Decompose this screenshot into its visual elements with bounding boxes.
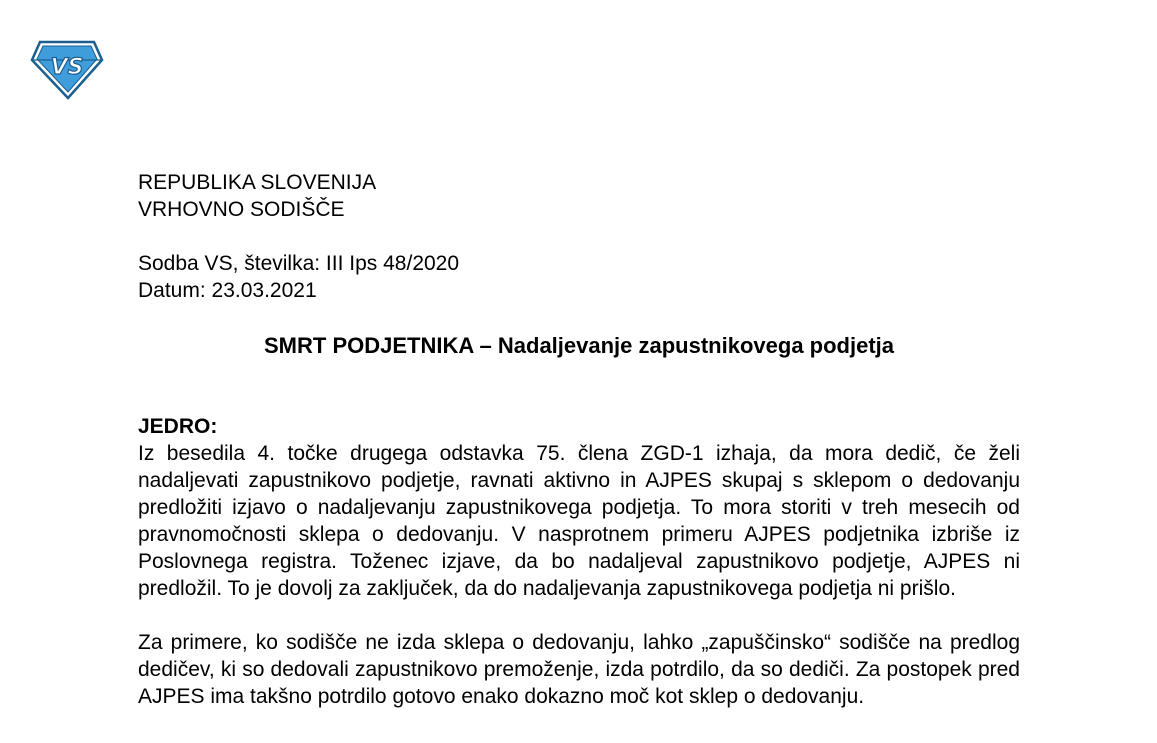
court-logo: [30, 40, 104, 100]
section-heading: JEDRO:: [138, 415, 218, 438]
institution-header: [138, 169, 376, 223]
court-name: VRHOVNO SODIŠČE: [138, 198, 345, 221]
paragraph-1: Iz besedila 4. točke drugega odstavka 75. člena ZGD-1 izhaja, da mora dedič, če želi nadaljevati zapustnikovo podjetje, ravnati aktivno in AJPES skupaj s sklepom o dedovanju predložiti izjavo o nadaljevanju zapustnikovega podjetja. To mora storiti v treh mesecih od pravnomočnosti sklepa o dedovanju. V nasprotnem primeru AJPES podjetnika izbriše iz Poslovnega registra. Toženec izjave, da bo nadaljeval zapustnikovo podjetje, AJPES ni predložil. To je dovolj za zaključek, da do nadaljevanja zapustnikovega podjetja ni prišlo.: [138, 442, 1020, 600]
case-number: Sodba VS, številka: III Ips 48/2020: [138, 252, 460, 275]
country-name: REPUBLIKA SLOVENIJA: [138, 171, 377, 194]
vs-court-logo-icon: [30, 40, 104, 100]
decision-date: Datum: 23.03.2021: [138, 279, 317, 302]
paragraph-2: Za primere, ko sodišče ne izda sklepa o dedovanju, lahko „zapuščinsko“ sodišče na predlog dedičev, ki so dedovali zapustnikovo premoženje, izda potrdilo, da so dediči. Za postopek pred AJPES ima takšno potrdilo gotovo enako dokazno moč kot sklep o dedovanju.: [138, 631, 1020, 708]
logo-initials: VS: [50, 55, 84, 80]
document-body: [138, 413, 1020, 737]
document-title: SMRT PODJETNIKA – Nadaljevanje zapustnikovega podjetja: [264, 333, 894, 358]
case-meta: [138, 250, 459, 304]
